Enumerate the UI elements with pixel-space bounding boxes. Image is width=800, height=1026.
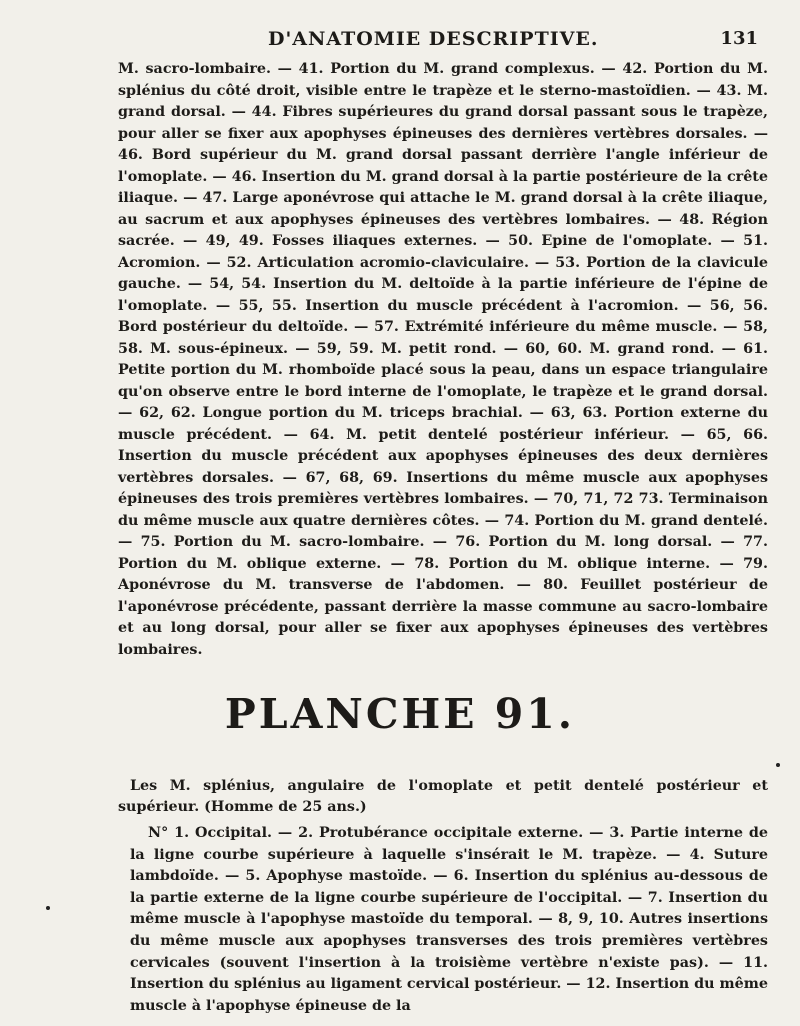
page-number: 131: [720, 28, 758, 49]
ink-speck: [776, 763, 780, 767]
page-header: [116, 28, 770, 52]
plate-legend-paragraph: N° 1. Occipital. — 2. Protubérance occipitale externe. — 3. Partie interne de la ligne courbe supérieure à laquelle s'insérait le M. trapèze. — 4. Suture lambdoïde. — 5. Apophyse mastoïde. — 6. Insertion du splénius au-dessous de la partie externe de la ligne courbe supérieure de l'occipital. — 7. Insertion du même muscle à l'apophyse mastoïde du temporal. — 8, 9, 10. Autres insertions du même muscle aux apophyses transverses des trois premières vertèbres cervicales (souvent l'insertion à la troisième vertèbre n'existe pas). — 11. Insertion du splénius au ligament cervical postérieur. — 12. Insertion du même muscle à l'apophyse épineuse de la: [130, 825, 768, 1014]
running-title: D'ANATOMIE DESCRIPTIVE.: [268, 28, 599, 50]
plate-caption: Les M. splénius, angulaire de l'omoplate et petit dentelé postérieur et supérieur. (Homme de 25 ans.): [118, 778, 768, 815]
ink-speck: [46, 906, 50, 910]
legend-continuation-paragraph: M. sacro-lombaire. — 41. Portion du M. grand complexus. — 42. Portion du M. splénius du côté droit, visible entre le trapèze et le sterno-mastoïdien. — 43. M. grand dorsal. — 44. Fibres supérieures du grand dorsal passant sous le trapèze, pour aller se fixer aux apophyses épineuses des dernières vertèbres dorsales. — 46. Bord supérieur du M. grand dorsal passant derrière l'angle inférieur de l'omoplate. — 46. Insertion du M. grand dorsal à la partie postérieure de la crête iliaque. — 47. Large aponévrose qui attache le M. grand dorsal à la crête iliaque, au sacrum et aux apophyses épineuses des vertèbres lombaires. — 48. Région sacrée. — 49, 49. Fosses iliaques externes. — 50. Epine de l'omoplate. — 51. Acromion. — 52. Articulation acromio-claviculaire. — 53. Portion de la clavicule gauche. — 54, 54. Insertion du M. deltoïde à la partie inférieure de l'épine de l'omoplate. — 55, 55. Insertion du muscle précédent à l'acromion. — 56, 56. Bord postérieur du deltoïde. — 57. Extrémité inférieure du même muscle. — 58, 58. M. sous-épineux. — 59, 59. M. petit rond. — 60, 60. M. grand rond. — 61. Petite portion du M. rhomboïde placé sous la peau, dans un espace triangulaire qu'on observe entre le bord interne de l'omoplate, le trapèze et le grand dorsal. — 62, 62. Longue portion du M. triceps brachial. — 63, 63. Portion externe du muscle précédent. — 64. M. petit dentelé postérieur inférieur. — 65, 66. Insertion du muscle précédent aux apophyses épineuses des deux dernières vertèbres dorsales. — 67, 68, 69. Insertions du même muscle aux apophyses épineuses des trois premières vertèbres lombaires. — 70, 71, 72 73. Terminaison du même muscle aux quatre dernières côtes. — 74. Portion du M. grand dentelé. — 75. Portion du M. sacro-lombaire. — 76. Portion du M. long dorsal. — 77. Portion du M. oblique externe. — 78. Portion du M. oblique interne. — 79. Aponévrose du M. transverse de l'abdomen. — 80. Feuillet postérieur de l'aponévrose précédente, passant derrière la masse commune au sacro-lombaire et au long dorsal, pour aller se fixer aux apophyses épineuses des vertèbres lombaires.: [118, 61, 768, 658]
plate-title: PLANCHE 91.: [224, 690, 576, 738]
